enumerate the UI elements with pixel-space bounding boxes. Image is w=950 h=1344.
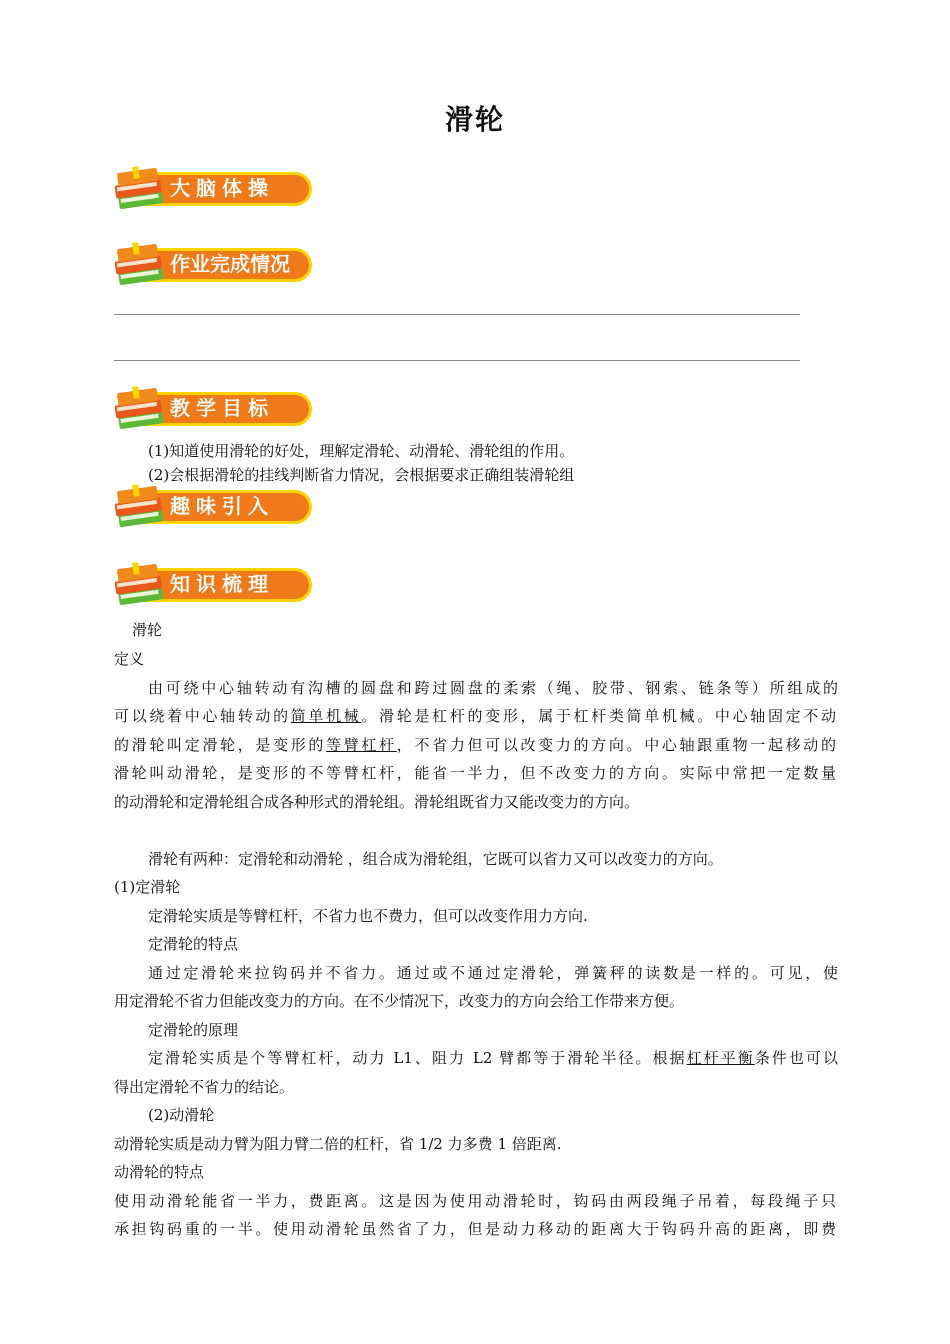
section-badge-goals: [114, 384, 314, 434]
paragraph-line: 滑轮有两种：定滑轮和动滑轮 ，组合成为滑轮组，它既可以省力又可以改变力的方向。: [148, 850, 723, 868]
section-badge-intro: [114, 482, 314, 532]
subsection-heading: 动滑轮的特点: [114, 1163, 205, 1181]
paragraph-line: 得出定滑轮不省力的结论。: [114, 1078, 295, 1096]
paragraph-line: 定滑轮实质是个等臂杠杆，动力 L1、阻力 L2 臂都等于滑轮半径。根据杠杆平衡条件也可以: [148, 1049, 838, 1067]
subsection-heading: 定滑轮的原理: [148, 1021, 239, 1039]
section-badge-homework: [114, 240, 314, 290]
section-title: 教学目标: [170, 396, 274, 420]
paragraph-line: 动滑轮实质是动力臂为阻力臂二倍的杠杆，省 1/2 力多费 1 倍距离.: [114, 1135, 562, 1153]
paragraph-line: 的滑轮叫定滑轮，是变形的等臂杠杆，不省力但可以改变力的方向。中心轴跟重物一起移动的: [114, 736, 836, 754]
section-badge-knowledge: [114, 560, 314, 610]
answer-line: [114, 360, 800, 361]
paragraph-line: 使用动滑轮能省一半力，费距离。这是因为使用动滑轮时，钩码由两段绳子吊着，每段绳子只: [114, 1192, 836, 1210]
link-equal-arm-lever[interactable]: 等臂杠杆: [326, 736, 397, 754]
definition-label: 定义: [114, 650, 145, 668]
section-badge-brain: [114, 164, 314, 214]
link-simple-machine[interactable]: 简单机械: [290, 707, 362, 725]
paragraph-line: 滑轮叫动滑轮，是变形的不等臂杠杆，能省一半力，但不改变力的方向。实际中常把一定数量: [114, 764, 836, 782]
goal-item: (1)知道使用滑轮的好处，理解定滑轮、动滑轮、滑轮组的作用。: [148, 442, 575, 460]
paragraph-line: 的动滑轮和定滑轮组合成各种形式的滑轮组。滑轮组既省力又能改变力的方向。: [114, 793, 640, 811]
section-title: 知识梳理: [170, 572, 274, 596]
goal-item: (2)会根据滑轮的挂线判断省力情况，会根据要求正确组装滑轮组: [148, 466, 575, 484]
section-title: 作业完成情况: [170, 252, 290, 276]
section-title: 大脑体操: [170, 176, 274, 200]
paragraph-line: 由可绕中心轴转动有沟槽的圆盘和跨过圆盘的柔索（绳、胶带、钢索、链条等）所组成的: [148, 679, 838, 697]
page-title: 滑轮: [444, 103, 505, 136]
subsection-heading: 定滑轮的特点: [148, 935, 239, 953]
paragraph-line: 通过定滑轮来拉钩码并不省力。通过或不通过定滑轮，弹簧秤的读数是一样的。可见，使: [148, 964, 838, 982]
section-title: 趣味引入: [170, 494, 274, 518]
subsection-title: (2)动滑轮: [148, 1106, 215, 1124]
paragraph-line: 定滑轮实质是等臂杠杆，不省力也不费力，但可以改变作用力方向.: [148, 907, 588, 925]
paragraph-line: 用定滑轮不省力但能改变力的方向。在不少情况下，改变力的方向会给工作带来方便。: [114, 992, 685, 1010]
answer-line: [114, 314, 800, 315]
topic-heading: 滑轮: [132, 621, 163, 639]
subsection-title: (1)定滑轮: [114, 878, 181, 896]
paragraph-line: 可以绕着中心轴转动的简单机械。滑轮是杠杆的变形，属于杠杆类简单机械。中心轴固定不动: [114, 707, 836, 725]
link-lever-balance[interactable]: 杠杆平衡: [686, 1049, 755, 1067]
paragraph-line: 承担钩码重的一半。使用动滑轮虽然省了力，但是动力移动的距离大于钩码升高的距离，即费: [114, 1220, 836, 1238]
